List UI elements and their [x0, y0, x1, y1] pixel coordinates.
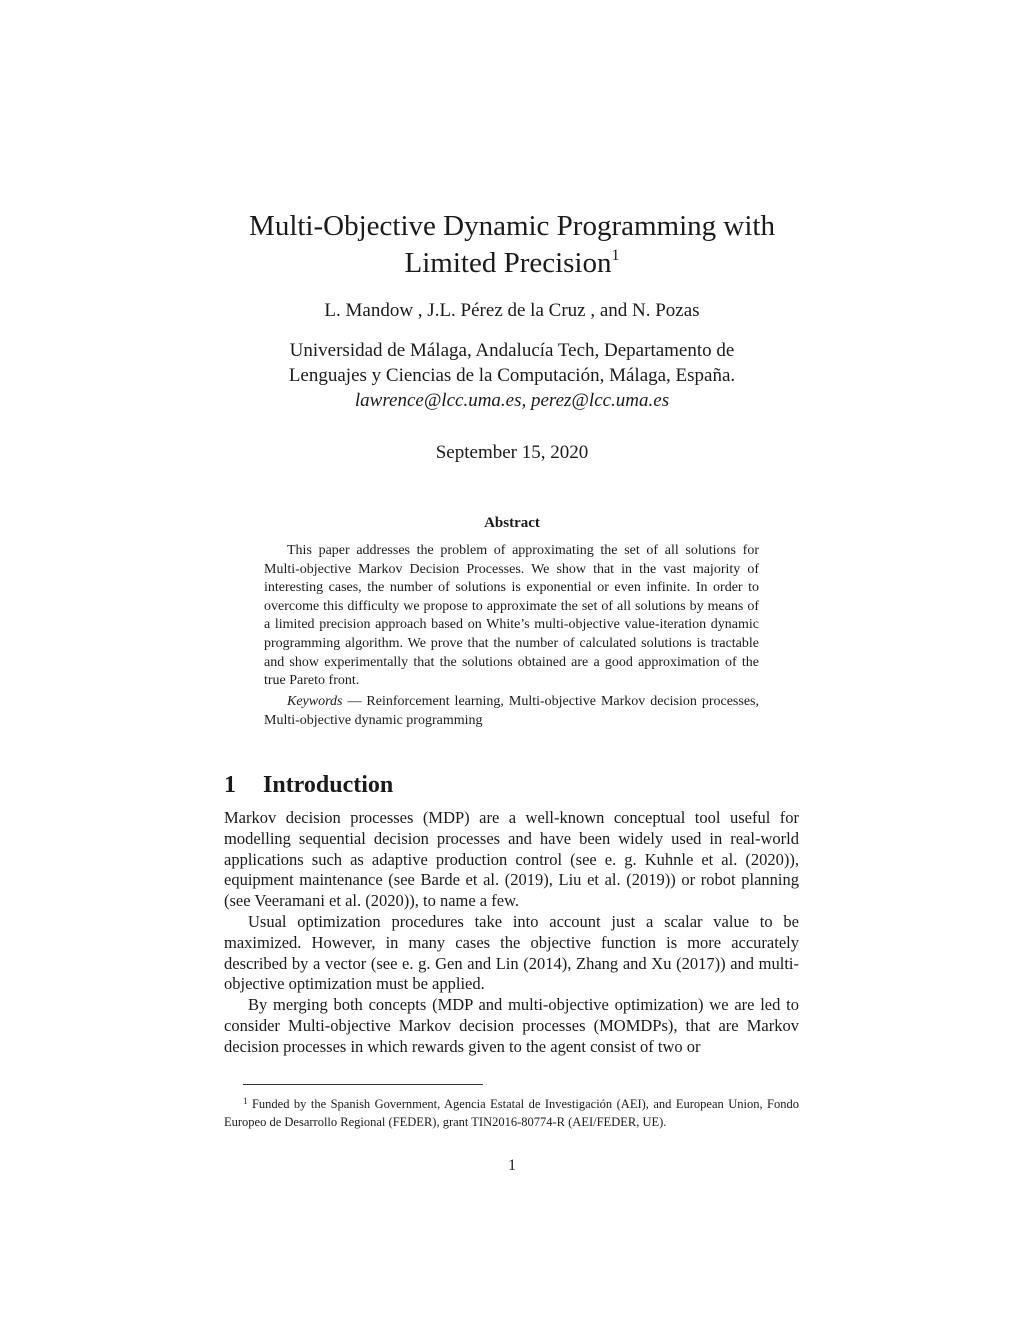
abstract-text: This paper addresses the problem of approximating the set of all solutions for Multi-objective Markov Decision Processes. We show that in the vast majority of interesting cases, the number of solutions is exponential or even infinite. In order to overcome this difficulty we propose to approximate the set of all solutions by means of a limited precision approach based on White’s multi-objective value-iteration dynamic programming algorithm. We prove that the number of calculated solutions is tractable and show experimentally that the solutions obtained are a good approximation of the true Pareto front. [264, 543, 759, 689]
footnote-separator [243, 1084, 483, 1085]
section-title: Introduction [263, 772, 394, 798]
affiliation-line-2: Lenguajes y Ciencias de la Computación, Málaga, España. [288, 365, 736, 386]
section-number: 1 [224, 772, 236, 798]
intro-paragraph-3: By merging both concepts (MDP and multi-objective optimization) we are led to consider Multi-objective Markov decision processes (MOMDPs), that are Markov decision processes in which rewards given to the agent consist of two or [224, 995, 799, 1056]
author-emails: lawrence@lcc.uma.es, perez@lcc.uma.es [354, 390, 670, 411]
affiliation [0, 338, 1024, 413]
abstract-heading: Abstract [484, 515, 540, 531]
paper-title [0, 208, 1024, 282]
keywords-text: — Reinforcement learning, Multi-objective Markov decision processes, Multi-objective dynamic programming [264, 694, 759, 728]
keywords-label: Keywords [287, 694, 343, 709]
section-heading-introduction [224, 769, 393, 801]
intro-paragraph-1: Markov decision processes (MDP) are a well-known conceptual tool useful for modelling sequential decision processes and have been widely used in real-world applications such as adaptive production control (see e. g. Kuhnle et al. (2020)), equipment maintenance (see Barde et al. (2019), Liu et al. (2019)) or robot planning (see Veeramani et al. (2020)), to name a few. [224, 808, 799, 911]
page-number: 1 [508, 1157, 516, 1174]
title-line-1: Multi-Objective Dynamic Programming with [249, 210, 775, 242]
author-list: L. Mandow , J.L. Pérez de la Cruz , and N. Pozas [324, 300, 700, 321]
keywords [264, 692, 759, 730]
publication-date: September 15, 2020 [435, 442, 589, 463]
intro-paragraph-2: Usual optimization procedures take into account just a scalar value to be maximized. However, in many cases the objective function is more accurately described by a vector (see e. g. Gen and Lin (2014), Zhang and Xu (2017)) and multi-objective optimization must be applied. [224, 912, 799, 994]
title-footnote-mark[interactable]: 1 [611, 247, 620, 264]
footnote-mark: 1 [243, 1096, 248, 1106]
title-line-2 [0, 245, 1024, 282]
affiliation-line-1: Universidad de Málaga, Andalucía Tech, Departamento de [289, 340, 735, 361]
footnote [224, 1095, 799, 1131]
title-line-2-text: Limited Precision [404, 247, 612, 279]
footnote-text: Funded by the Spanish Government, Agencia Estatal de Investigación (AEI), and European Union, Fondo Europeo de Desarrollo Regional (FEDER), grant TIN2016-80774-R (AEI/FEDER, UE). [224, 1097, 799, 1129]
